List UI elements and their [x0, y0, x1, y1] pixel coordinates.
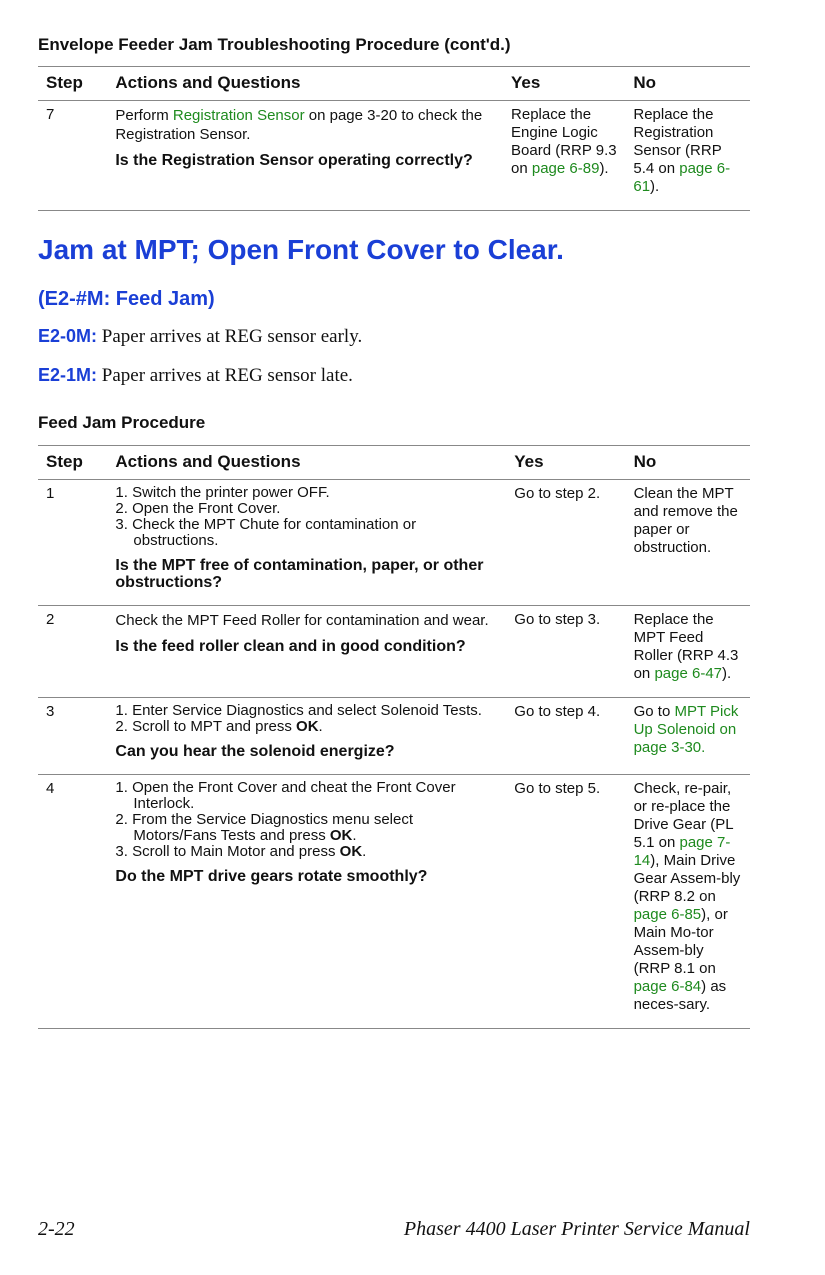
feed-jam-table [38, 445, 750, 1029]
action-item: 1. Enter Service Diagnostics and select Solenoid Tests. [115, 702, 482, 719]
ok-key-label: OK [329, 827, 353, 844]
no-cell [626, 606, 750, 698]
question-text: Is the feed roller clean and in good condition? [115, 638, 466, 655]
page-footer [38, 1218, 750, 1241]
no-text: ) as neces-sary. [633, 978, 727, 1013]
col-step-header: Step [38, 67, 107, 101]
action-text: Perform [115, 107, 173, 124]
ok-key-label: OK [296, 718, 319, 735]
action-item [115, 719, 500, 735]
error-description: Paper arrives at REG sensor early. [97, 326, 363, 347]
error-code: E2-0M: [38, 326, 98, 346]
no-text-end: ). [722, 665, 732, 682]
action-cell [107, 698, 506, 775]
action-list [115, 485, 500, 549]
continued-table-caption: Envelope Feeder Jam Troubleshooting Procedure (cont'd.) [38, 35, 511, 54]
no-text: Go to [633, 703, 675, 720]
action-item: 1. Switch the printer power OFF. [115, 484, 330, 501]
mpt-pickup-solenoid-link[interactable]: MPT Pick Up Solenoid on page 3-30. [633, 703, 739, 756]
question-text: Is the MPT free of contamination, paper, or other obstructions? [115, 557, 484, 591]
page-link[interactable]: page 6-47 [654, 665, 723, 682]
action-text: 3. Scroll to Main Motor and press [115, 843, 340, 860]
section-subtitle: (E2-#M: Feed Jam) [38, 288, 215, 310]
no-text: Check, re-pair, or re-place the Drive Gear (PL 5.1 on [633, 780, 734, 851]
action-text: 2. From the Service Diagnostics menu select Motors/Fans Tests and press [115, 811, 414, 844]
error-description: Paper arrives at REG sensor late. [97, 365, 353, 386]
step-number: 1 [38, 480, 107, 606]
action-cell [107, 775, 506, 1029]
step-number: 7 [38, 101, 107, 211]
col-yes-header: Yes [506, 446, 625, 480]
no-text-end: ). [650, 178, 660, 195]
action-text: . [352, 827, 357, 844]
question-text: Can you hear the solenoid energize? [115, 743, 395, 760]
section-title: Jam at MPT; Open Front Cover to Clear. [38, 234, 564, 265]
no-text: Replace the MPT Feed Roller (RRP 4.3 on [633, 611, 739, 682]
step-number: 3 [38, 698, 107, 775]
action-list [115, 703, 500, 735]
table-row [38, 606, 750, 698]
envelope-feeder-table [38, 66, 750, 211]
page-link[interactable]: page 6-61 [633, 160, 731, 195]
page-link[interactable]: page 6-84 [633, 978, 702, 995]
table-row [38, 775, 750, 1029]
yes-text: Replace the Engine Logic Board (RRP 9.3 on [511, 106, 617, 177]
col-actions-header: Actions and Questions [107, 67, 503, 101]
action-text: Check the MPT Feed Roller for contamination and wear. [115, 612, 489, 629]
no-text: ), or Main Mo-tor Assem-bly (RRP 8.1 on [633, 906, 728, 977]
table-row [38, 480, 750, 606]
table-row [38, 698, 750, 775]
page-link[interactable]: page 7-14 [633, 834, 731, 869]
action-text: 2. Scroll to MPT and press [115, 718, 297, 735]
step-number: 2 [38, 606, 107, 698]
action-item [115, 812, 500, 844]
action-item [115, 844, 500, 860]
action-item: 2. Open the Front Cover. [115, 500, 281, 517]
no-text: Replace the Registration Sensor (RRP 5.4 on [633, 106, 722, 177]
col-step-header: Step [38, 446, 107, 480]
page-link[interactable]: page 6-89 [531, 160, 600, 177]
col-no-header: No [626, 446, 750, 480]
ok-key-label: OK [339, 843, 363, 860]
no-cell [626, 775, 750, 1029]
action-text: . [362, 843, 367, 860]
table-row [38, 101, 750, 211]
page-link[interactable]: page 6-85 [633, 906, 702, 923]
col-actions-header: Actions and Questions [107, 446, 506, 480]
step-number: 4 [38, 775, 107, 1029]
yes-cell: Go to step 5. [506, 775, 625, 1029]
error-code-line [38, 326, 362, 348]
action-item: 3. Check the MPT Chute for contamination or obstructions. [115, 516, 417, 549]
action-text: . [318, 718, 323, 735]
action-cell [107, 101, 503, 211]
yes-cell: Go to step 4. [506, 698, 625, 775]
action-text: on page 3-20 to check the Registration Sensor. [115, 107, 483, 143]
error-code-line [38, 365, 353, 387]
col-no-header: No [625, 67, 750, 101]
no-cell: Clean the MPT and remove the paper or obstruction. [626, 480, 750, 606]
manual-title: Phaser 4400 Laser Printer Service Manual [403, 1218, 750, 1240]
registration-sensor-link[interactable]: Registration Sensor [172, 107, 305, 124]
col-yes-header: Yes [503, 67, 625, 101]
error-code: E2-1M: [38, 365, 98, 385]
question-text: Is the Registration Sensor operating correctly? [115, 152, 473, 169]
yes-cell: Go to step 3. [506, 606, 625, 698]
procedure-caption: Feed Jam Procedure [38, 413, 206, 432]
question-text: Do the MPT drive gears rotate smoothly? [115, 868, 428, 885]
no-cell [626, 698, 750, 775]
action-cell [107, 480, 506, 606]
no-text: ), Main Drive Gear Assem-bly (RRP 8.2 on [633, 852, 741, 905]
yes-cell [503, 101, 625, 211]
no-cell [625, 101, 750, 211]
action-list [115, 780, 500, 860]
action-item: 1. Open the Front Cover and cheat the Front Cover Interlock. [115, 779, 456, 812]
action-cell [107, 606, 506, 698]
yes-text-end: ). [599, 160, 609, 177]
yes-cell: Go to step 2. [506, 480, 625, 606]
page-number: 2-22 [38, 1218, 75, 1240]
